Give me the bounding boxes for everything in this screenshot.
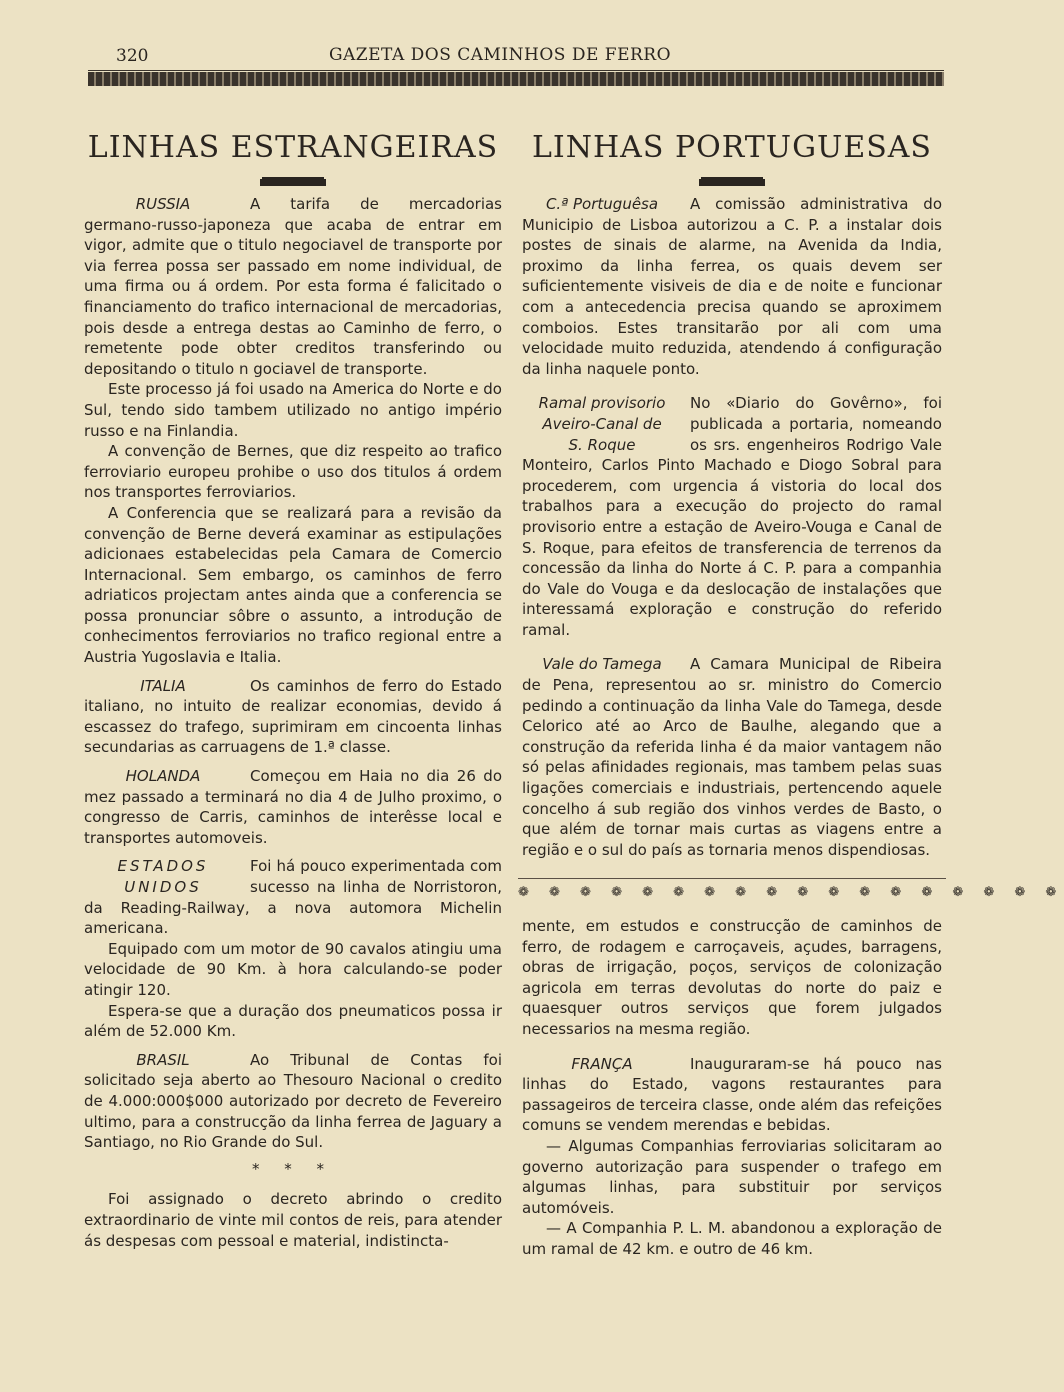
right-column [518,128,1064,1260]
article-paragraph: Espera-se que a duração dos pneumaticos possa ir além de 52.000 Km. [84,1001,502,1041]
article-paragraph: A tarifa de mercadorias germano-russo-japoneza que acaba de entrar em vigor, admite que o titulo negociavel de transporte por via ferrea possa ser passado em nome individual, de uma firma ou á ordem. Por esta forma é falicitado o financiamento do trafico internacional de mercadorias, pois desde a entrega destas ao Caminho de ferro, o remetente pode obter creditos transferindo ou depositando o titulo n gociavel de transporte. [84,195,502,378]
article-label: ITALIA [140,676,186,695]
article-label: C.ª Portuguêsa [545,195,659,213]
article-franca [522,1054,942,1260]
article-paragraph: Inauguraram-se há pouco nas linhas do Estado, vagons restaurantes para passageiros de terceira classe, onde além das refeições comuns se vendem merendas e bebidas. [522,1054,942,1135]
article-paragraph: A convenção de Bernes, que diz respeito ao trafico ferroviario europeu prohibe o uso dos titulos á ordem nos transportes ferroviarios. [84,442,502,502]
article-paragraph: Equipado com um motor de 90 cavalos atingiu uma velocidade de 90 Km. à hora calculando-se poder atingir 120. [84,939,502,999]
ornamental-divider: ❁ ❁ ❁ ❁ ❁ ❁ ❁ ❁ ❁ ❁ ❁ ❁ ❁ ❁ ❁ ❁ ❁ ❁ [518,878,946,904]
right-section-title: LINHAS PORTUGUESAS [532,130,932,165]
header-rule [88,72,944,86]
page-number: 320 [116,46,149,66]
article-paragraph: Este processo já foi usado na America do Norte e do Sul, tendo sido tambem utilizado no antigo império russo e na Finlandia. [84,380,502,440]
article-paragraph: — Algumas Companhias ferroviarias solicitaram ao governo autorização para suspender o trafego em algumas linhas, para substituir por serviços automóveis. [522,1136,942,1217]
left-section-title: LINHAS ESTRANGEIRAS [87,130,499,165]
article-label: Vale do Tamega [542,655,662,674]
article-paragraph: Começou em Haia no dia 26 do mez passado a terminará no dia 4 de Julho proximo, o congresso de Carris, caminhos de interêsse local e transportes automoveis. [84,767,502,847]
article-label [84,856,242,897]
article-russia [84,194,502,668]
article-label-line: Aveiro-Canal de [542,414,662,433]
article-brasil [84,1050,502,1251]
continued-paragraph: mente, em estudos e construcção de caminhos de ferro, de rodagem e carroçaveis, açudes, barragens, obras de irrigação, poços, serviços de colonização agricola em terras devolutas do norte do paiz e quaesquer outros serviços que forem julgados necessarios na mesma região. [522,917,942,1038]
article-label: RUSSIA [135,195,191,213]
title-bar-ornament [699,179,765,186]
article-paragraph: No «Diario do Govêrno», foi publicada a portaria, nomeando os srs. engenheiros Rodrigo Vale Monteiro, Carlos Pinto Machado e Diogo Sobral para procederem, com urgencia á vistoria do local dos trabalhos para a execução do projecto do ramal provisorio entre a estação de Aveiro-Vouga e Canal de S. Roque, para efeitos de transferencia de terrenos da concessão da linha do Norte á C. P. para a companhia do Vale do Vouga e da deslocação de instalações que interessamá exploração e construção do referido ramal. [522,394,942,639]
article-paragraph: A comissão administrativa do Municipio de Lisboa autorizou a C. P. a instalar dois postes de sinais de alarme, na Avenida da India, proximo da linha ferrea, os quais devem ser suficientemente visiveis de dia e de noite e funcionar com a antecedencia precisa quando se aproximem comboios. Estes transitarão por ali com uma velocidade muito reduzida, atendendo á configuração da linha naquele ponto. [522,195,942,378]
article-paragraph: — A Companhia P. L. M. abandonou a exploração de um ramal de 42 km. e outro de 46 km. [522,1219,942,1258]
article-label: FRANÇA [571,1054,633,1073]
article-paragraph: Foi há pouco experimentada com sucesso na linha de Norristoron, da Reading-Railway, a nova automora Michelin americana. [84,857,502,938]
title-bar-ornament [260,179,326,186]
article-label: HOLANDA [125,767,201,786]
article-label: BRASIL [136,1050,190,1069]
article-label-line: ESTADOS [117,857,209,876]
article-ramal [522,393,942,640]
article-tamega [522,654,942,860]
article-estados-unidos [84,856,502,1041]
article-label-line: Ramal provisorio [538,394,666,413]
section-stars: * * * [251,1159,335,1178]
article-italia [84,676,502,758]
article-paragraph: Foi assignado o decreto abrindo o credito extraordinario de vinte mil contos de reis, para atender ás despesas com pessoal e material, indistincta- [84,1190,502,1250]
article-label [522,393,682,455]
article-paragraph: A Camara Municipal de Ribeira de Pena, representou ao sr. ministro do Comercio pedindo a continuação da linha Vale do Tamega, desde Celorico até ao Arco de Baulhe, alegando que a construção da referida linha é da maior vantagem não só pelas afinidades regionais, mas tambem pelas suas ligações comerciais e industriais, pertencendo aquele concelho á sub região dos vinhos verdes de Basto, o que além de tornar mais curtas as viagens entre a região e o sul do país as tornaria menos dispendiosas. [522,655,942,859]
article-holanda [84,766,502,848]
header-rule-thin [88,70,944,71]
article-cp [522,194,942,379]
left-column [84,128,502,1251]
article-label-line: S. Roque [568,435,636,454]
article-paragraph: A Conferencia que se realizará para a revisão da convenção de Berne deverá examinar as estipulações adicionaes estabelecidas pela Camara de Comercio Internacional. Sem embargo, os caminhos de ferro adriaticos projectam antes ainda que a conferencia se possa pronunciar sôbre o assunto, a introdução de conhecimentos ferroviarios no trafico regional entre a Austria Yugoslavia e Italia. [84,503,502,667]
article-paragraph: Os caminhos de ferro do Estado italiano, no intuito de realizar economias, devido á escassez do trafego, suprimiram em cincoenta linhas secundarias as carruagens de 1.ª classe. [84,676,502,757]
article-label-line: UNIDOS [124,878,202,896]
article-paragraph: Ao Tribunal de Contas foi solicitado seja aberto ao Thesouro Nacional o credito de 4.000:000$000 autorizado por decreto de Fevereiro ultimo, para a construcção da linha ferrea de Jaguary a Santiago, no Rio Grande do Sul. [84,1050,502,1152]
running-title: GAZETA DOS CAMINHOS DE FERRO [328,45,672,65]
